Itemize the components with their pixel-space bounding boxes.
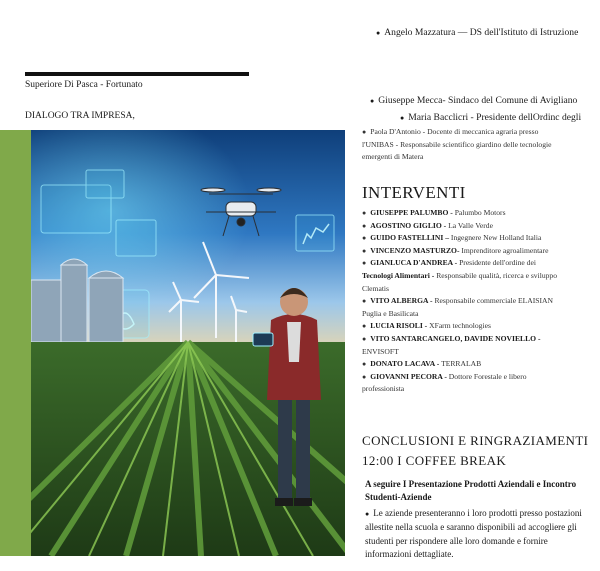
list-item: ● AGOSTINO GIGLIO - La Valle Verde <box>362 220 493 230</box>
section-title-interventi: INTERVENTI <box>362 183 466 202</box>
list-item: ● LUCIA RISOLI - XFarm technologies <box>362 321 491 331</box>
list-item: ● VITO ALBERGA - Responsabile commerciale ELAISIAN <box>362 296 553 306</box>
bullet-icon: ● <box>362 322 367 331</box>
aziende-paragraph: ● Le aziende presenteranno i loro prodotti presso postazioni allestite nella scuola e saranno disponibili ad accogliere gli studenti per rispondere alle loro domande e fornire informazioni dettagliate. <box>365 508 582 560</box>
bullet-icon: ● <box>400 114 405 122</box>
list-item: ● GUIDO FASTELLINI – Ingegnere New Holland Italia <box>362 233 542 243</box>
bullet-icon: ● <box>362 372 367 381</box>
school-name-line: Superiore Di Pasca - Fortunato <box>25 80 143 90</box>
hero-illustration <box>31 130 345 556</box>
bullet-icon: ● <box>362 334 367 343</box>
guests-list <box>362 126 582 164</box>
interventi-list <box>362 207 588 396</box>
list-item-continued: Puglia e Basilicata <box>362 308 419 318</box>
speaker-line-mazzatura <box>376 27 578 38</box>
a-seguire-heading: A seguire I Presentazione Prodotti Aziendali e Incontro Studenti-Aziende <box>365 479 577 502</box>
list-item: ● VINCENZO MASTURZO- Imprenditore agroalimentare <box>362 245 549 255</box>
speaker-text: Maria Bacclicri - Presidente dellOrdinc degli <box>408 112 582 123</box>
bullet-icon: ● <box>376 29 381 37</box>
bullet-icon: ● <box>362 221 367 230</box>
bullet-icon: ● <box>362 209 367 217</box>
list-item-continued: professionista <box>362 384 405 394</box>
bullet-icon: ● <box>370 97 375 105</box>
bullet-icon: ● <box>365 510 370 518</box>
guest-item: ● Paola D'Antonio - Docente di meccanica agraria presso <box>362 127 539 136</box>
hero-image-smart-farming <box>31 130 345 556</box>
bullet-icon: ● <box>362 246 367 255</box>
bullet-icon: ● <box>362 259 367 268</box>
list-item: ● GIANLUCA D'ANDREA - Presidente dell'ordine dei <box>362 258 536 268</box>
list-item: ● GIUSEPPE PALUMBO - Palumbo Motors <box>362 208 506 217</box>
list-item-continued: Clematis <box>362 283 389 293</box>
list-item-continued: Tecnologi Alimentari - Responsabile qualità, ricerca e sviluppo <box>362 270 558 280</box>
bullet-icon: ● <box>362 128 367 136</box>
list-item: ● VITO SANTARCANGELO, DAVIDE NOVIELLO - <box>362 333 541 343</box>
list-item-continued: ENVISOFT <box>362 346 399 356</box>
speaker-line-bacclicri <box>400 112 581 123</box>
header-rule <box>25 72 249 76</box>
guest-item-continued: emergenti di Matera <box>362 152 424 162</box>
speaker-line-mecca <box>370 95 577 106</box>
bullet-icon: ● <box>362 234 367 243</box>
bullet-icon: ● <box>362 297 367 306</box>
event-title-fragment: DIALOGO TRA IMPRESA, <box>25 111 135 121</box>
section-title-conclusioni: CONCLUSIONI E RINGRAZIAMENTI <box>362 433 589 448</box>
bullet-icon: ● <box>362 360 367 369</box>
coffee-break-line: 12:00 I COFFEE BREAK <box>362 453 507 468</box>
list-item: ● GIOVANNI PECORA - Dottore Forestale e libero <box>362 371 527 381</box>
speaker-text: Giuseppe Mecca- Sindaco del Comune di Avigliano <box>378 95 578 106</box>
list-item: ● DONATO LACAVA - TERRALAB <box>362 359 482 369</box>
guest-item-continued: l'UNIBAS - Responsabile scientifico giardino delle tecnologie <box>362 139 552 149</box>
accent-bar <box>0 130 31 556</box>
speaker-text: Angelo Mazzatura — DS dell'Istituto di Istruzione <box>384 27 579 38</box>
